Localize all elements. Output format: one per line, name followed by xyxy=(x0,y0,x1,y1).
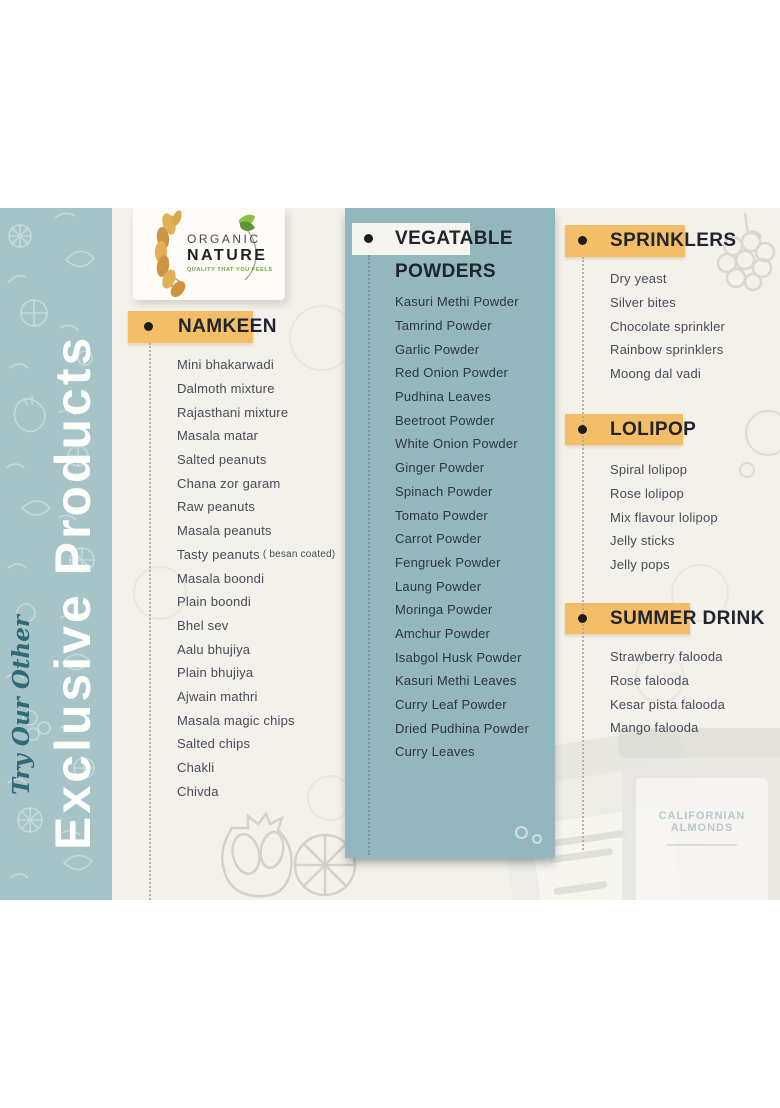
vegetable-powders-list xyxy=(395,290,532,764)
sidebar-script-text: Try Our Other xyxy=(8,615,35,795)
list-item: Chocolate sprinkler xyxy=(610,318,726,334)
ghost-product-jar xyxy=(622,740,780,900)
list-item: Mango falooda xyxy=(610,720,699,736)
bullet-icon xyxy=(578,236,587,245)
list-item: Red Onion Powder xyxy=(395,365,509,381)
bullet-icon xyxy=(578,614,587,623)
list-item: Raw peanuts xyxy=(177,499,256,515)
section-title-summer-drink: SUMMER DRINK xyxy=(610,608,765,629)
logo-tagline: QUALITY THAT YOU FEELS xyxy=(187,267,273,273)
list-item: Dry yeast xyxy=(610,271,667,287)
sidebar xyxy=(0,208,112,900)
list-item: Spiral lolipop xyxy=(610,462,688,478)
list-item: Garlic Powder xyxy=(395,341,480,357)
list-item: Jelly pops xyxy=(610,557,670,573)
wheat-icon xyxy=(155,209,189,300)
vegetable-powders-column xyxy=(345,208,555,858)
list-item: Dried Pudhina Powder xyxy=(395,720,530,736)
bullet-icon xyxy=(364,234,373,243)
dotted-connector-line xyxy=(582,257,584,850)
jar-label-text: CALIFORNIAN xyxy=(658,810,746,822)
list-item: Laung Powder xyxy=(395,578,482,594)
list-item: Carrot Powder xyxy=(395,531,482,547)
list-item: Mix flavour lolipop xyxy=(610,509,718,525)
list-item: Chivda xyxy=(177,783,219,799)
section-title-lolipop: LOLIPOP xyxy=(610,419,697,440)
list-item: Masala boondi xyxy=(177,570,265,586)
bullet-icon xyxy=(578,425,587,434)
logo-brand-line1: ORGANIC xyxy=(187,232,261,246)
section-title-sprinklers: SPRINKLERS xyxy=(610,230,737,251)
bullet-icon xyxy=(144,322,153,331)
sprinklers-list xyxy=(610,267,725,385)
jar-label-text: ALMONDS xyxy=(670,822,734,834)
list-item: Masala magic chips xyxy=(177,712,295,728)
list-item: Strawberry falooda xyxy=(610,649,723,665)
list-item: Masala matar xyxy=(177,428,259,444)
list-item: Isabgol Husk Powder xyxy=(395,649,522,665)
list-item: Rose lolipop xyxy=(610,486,684,502)
flyer-artwork xyxy=(0,208,780,900)
brand-logo-card xyxy=(133,208,285,300)
list-item: Curry Leaf Powder xyxy=(395,697,507,713)
pomegranate-icon xyxy=(222,814,291,896)
list-item: Aalu bhujiya xyxy=(177,641,251,657)
list-item: Plain boondi xyxy=(177,594,251,610)
list-item: Dalmoth mixture xyxy=(177,381,275,397)
list-item: Kesar pista falooda xyxy=(610,696,726,712)
list-item: Masala peanuts xyxy=(177,523,272,539)
list-item: Kasuri Methi Leaves xyxy=(395,673,517,689)
section-title-vegetable-powders-line2: POWDERS xyxy=(395,261,496,282)
list-item: Tamrind Powder xyxy=(395,318,492,334)
dotted-connector-line xyxy=(149,343,151,900)
sidebar-title: Exclusive Products xyxy=(45,334,101,850)
lolipop-list xyxy=(610,458,718,576)
list-item: Kasuri Methi Powder xyxy=(395,294,519,310)
list-item: Rose falooda xyxy=(610,673,690,689)
list-item: Tomato Powder xyxy=(395,507,488,523)
logo-brand-line2: NATURE xyxy=(187,247,268,264)
list-item: Ajwain mathri xyxy=(177,688,258,704)
list-item: Fengruek Powder xyxy=(395,554,501,570)
list-item: Chana zor garam xyxy=(177,475,281,491)
list-item: Moong dal vadi xyxy=(610,366,701,382)
list-item: Silver bites xyxy=(610,295,676,311)
list-item: Salted chips xyxy=(177,736,251,752)
list-item: Bhel sev xyxy=(177,617,229,633)
list-item: Rainbow sprinklers xyxy=(610,342,724,358)
circle-doodle xyxy=(515,826,528,839)
leaf-icon xyxy=(239,215,255,231)
summer-drink-list xyxy=(610,645,725,740)
label-rule xyxy=(667,844,737,846)
list-item: Ginger Powder xyxy=(395,460,485,476)
list-item: Plain bhujiya xyxy=(177,665,254,681)
section-title-namkeen: NAMKEEN xyxy=(178,316,277,337)
list-item: Jelly sticks xyxy=(610,533,675,549)
jar-label xyxy=(636,778,768,900)
dotted-connector-line xyxy=(368,255,370,855)
list-item: White Onion Powder xyxy=(395,436,518,452)
list-item: Mini bhakarwadi xyxy=(177,357,274,373)
list-item: Amchur Powder xyxy=(395,625,491,641)
list-item: Tasty peanuts ( besan coated) xyxy=(177,546,336,562)
list-item: Salted peanuts xyxy=(177,452,267,468)
circle-doodle xyxy=(740,411,780,477)
list-item: Curry Leaves xyxy=(395,744,475,760)
circle-doodle xyxy=(532,834,542,844)
list-item: Pudhina Leaves xyxy=(395,389,492,405)
section-title-vegetable-powders-line1: VEGATABLE xyxy=(395,228,513,249)
list-item: Spinach Powder xyxy=(395,483,493,499)
namkeen-list xyxy=(177,353,335,803)
list-item: Moringa Powder xyxy=(395,602,493,618)
list-item: Beetroot Powder xyxy=(395,412,495,428)
list-item: Rajasthani mixture xyxy=(177,404,289,420)
list-item: Chakli xyxy=(177,760,215,776)
